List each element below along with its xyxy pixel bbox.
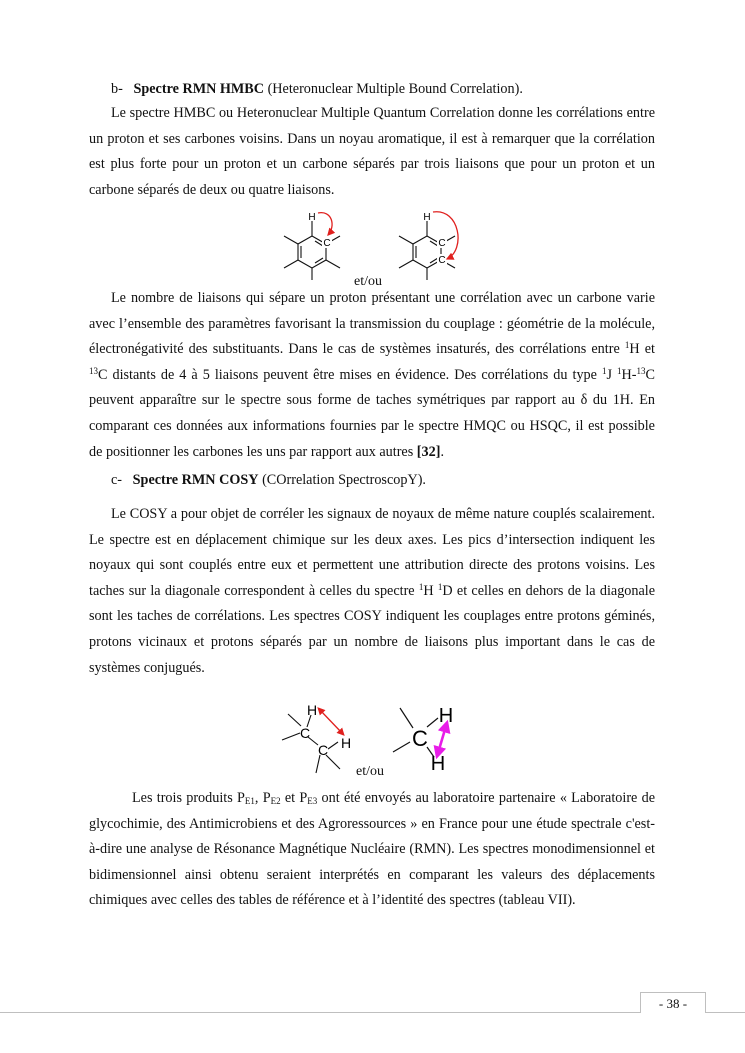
right-carbon-label-bottom: C [438,255,446,266]
cosy-left-molecule [282,714,340,773]
para4-text-4: ont été envoyés au laboratoire partenaire « Laboratoire de glycochimie, des Antimicrobiens et des Agroressources » en France pour une étude spectrale c'est-à-dire une analyse de Résonance Magnétique Nucléaire (RMN). Les spectres monodimensionnel et bidimensionnel ainsi obtenu seraient interprétés en comparant les valeurs des déplacements chimiques avec celles des tables de référence et à l’identité des spectres (tableau VII). [89,790,656,909]
cosy-right-carbon: C [412,726,428,751]
para4-text-3: et P [280,790,308,806]
para2-sup-3: 1 [601,365,607,376]
paragraph-hmbc-intro [89,101,655,203]
cosy-left-hydrogen-1: H [306,702,318,718]
para2-text-1: Le nombre de liaisons qui sépare un proton présentant une corrélation avec un carbone varie avec l’ensemble des paramètres favorisant la transmission du couplage : géométrie de la molécule, électronégativité des substituants. Dans le cas de systèmes insaturés, des corrélations entre [89,290,655,358]
footer-divider [0,1012,745,1013]
para3-sup-2: 1 [437,581,443,592]
para4-text-2: , P [254,790,271,806]
cosy-left-hydrogen-2: H [340,735,352,751]
cosy-geminal-arrow [438,726,446,753]
para4-sub-1: E1 [244,796,255,806]
section-b-title: Spectre RMN HMBC [133,81,265,97]
paragraph-cosy [89,502,655,681]
para3-text-1: Le COSY a pour objet de corréler les signaux de noyaux de même nature couplés scalairement. Le spectre est en déplacement chimique sur les deux axes. Les pics d’intersection indiquent les noyaux qui sont couplés entre eux et permettent une attribution directe des protons voisins. Les taches sur la diagonale correspondent à celles du spectre [89,506,655,599]
hmbc-figure-caption: et/ou [354,274,382,289]
section-b-prefix: b- [111,81,123,97]
paragraph-hmbc-intro-text: Le spectre HMBC ou Heteronuclear Multiple Quantum Correlation donne les corrélations entre un proton et ses carbones voisins. Dans un noyau aromatique, il est à remarquer que la corrélation est plus forte pour un proton et un carbone séparés par trois liaisons que pour un proton et un carbone séparés de deux ou quatre liaisons. [89,105,655,198]
para2-sup-1: 1 [624,340,630,351]
left-hydrogen-label: H [308,212,316,223]
cosy-right-hydrogen-2: H [430,753,446,775]
para3-text-2: H [423,582,438,599]
section-c-title: Spectre RMN COSY [132,472,259,488]
section-c-heading [111,470,426,490]
right-carbon-label-top: C [438,238,446,249]
paragraph-hmbc-details [89,286,655,465]
section-b-subtitle: (Heteronuclear Multiple Bound Correlation). [267,81,523,97]
left-carbon-label: C [323,238,331,249]
cosy-figure-caption: et/ou [356,764,384,779]
para2-text-7: . [440,443,444,460]
cosy-right-hydrogen-1: H [438,705,454,727]
section-c-subtitle: (COrrelation SpectroscopY). [262,472,426,488]
para4-text-1: Les trois produits P [132,790,245,806]
cosy-left-carbon-2: C [317,742,329,758]
cosy-vicinal-arrow [320,710,342,733]
reference-32: [32] [416,443,441,460]
hmbc-correlation-arrow-left [318,213,332,235]
paragraph-samples [89,786,655,914]
para4-sub-2: E2 [270,796,281,806]
hmbc-correlation-arrow-right [433,212,458,259]
section-b-heading [111,79,523,99]
right-benzene-ring [399,221,455,280]
para2-text-6: C peuvent apparaître sur le spectre sous forme de taches symétriques par rapport au δ du 1H. En comparant ces données aux informations fournies par le spectre HMQC ou HSQC, il est possible de positionner les carbones les uns par rapport aux autres [89,366,655,460]
para2-sup-5: 13 [636,365,646,376]
para4-sub-3: E3 [307,796,318,806]
para2-sup-2: 13 [89,365,98,376]
right-hydrogen-label: H [423,212,431,223]
section-c-prefix: c- [111,472,123,488]
page-number: - 38 - [640,992,706,1013]
para3-sup-1: 1 [418,581,424,592]
para2-sup-4: 1 [617,365,622,376]
para3-text-3: D et celles en dehors de la diagonale sont les taches de corrélations. Les spectres COSY indiquent les couplages entre protons géminés, protons vicinaux et protons séparés par un nombre de liaisons plus important dans le cas de systèmes conjugués. [89,582,656,676]
para2-text-4: J [606,366,618,383]
para2-text-2: H et [629,341,655,358]
cosy-left-carbon-1: C [299,725,311,741]
para2-text-3: C distants de 4 à 5 liaisons peuvent être mises en évidence. Des corrélations du type [98,366,602,383]
para2-text-5: H- [621,366,637,383]
